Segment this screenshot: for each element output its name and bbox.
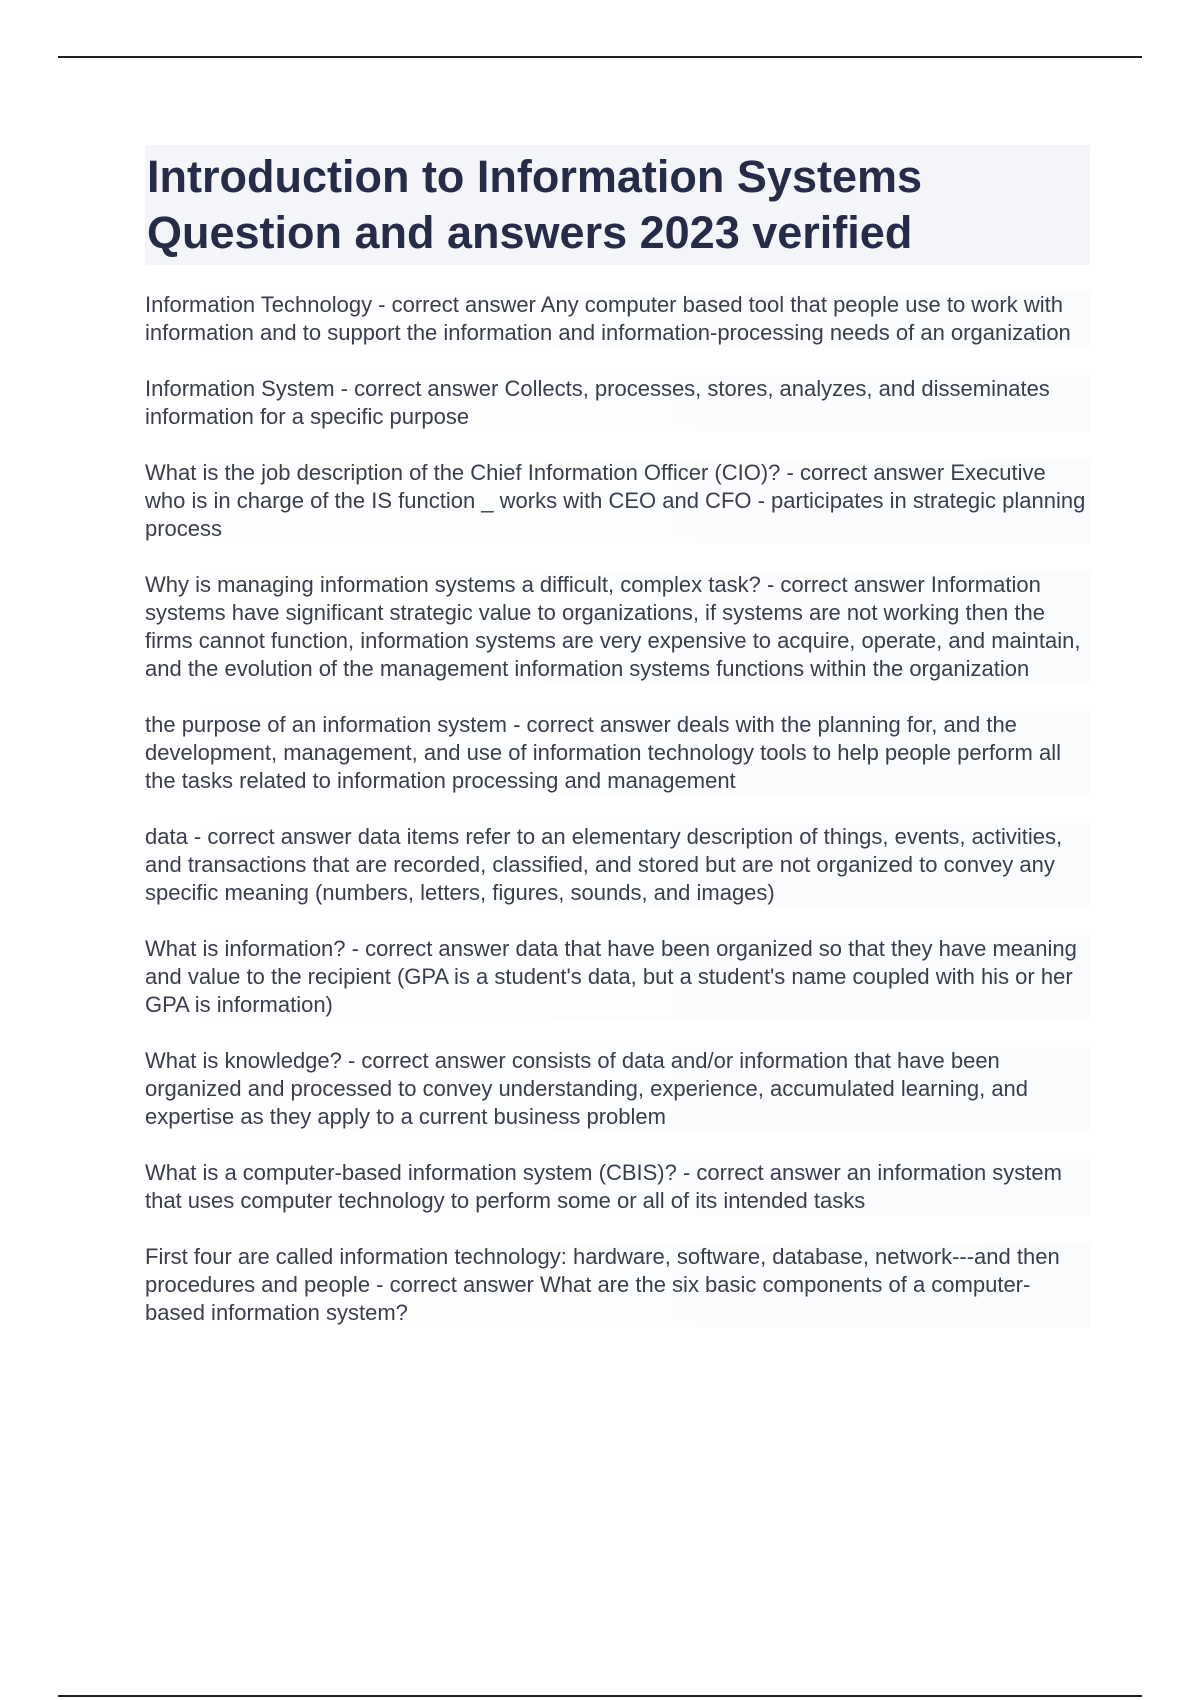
bottom-rule bbox=[58, 1695, 1142, 1697]
qa-item: Why is managing information systems a difficult, complex task? - correct answer Information systems have significant strategic value to organizations, if systems are not working then the firms cannot function, information systems are very expensive to acquire, operate, and maintain, and the evolution of the management information systems functions within the organization bbox=[145, 571, 1090, 683]
qa-list bbox=[145, 291, 1090, 1327]
qa-item: the purpose of an information system - correct answer deals with the planning for, and the development, management, and use of information technology tools to help people perform all the tasks related to information processing and management bbox=[145, 711, 1090, 795]
document-title bbox=[145, 145, 1090, 265]
title-line-1: Introduction to Information Systems bbox=[147, 151, 923, 202]
qa-item: What is a computer-based information system (CBIS)? - correct answer an information system that uses computer technology to perform some or all of its intended tasks bbox=[145, 1159, 1090, 1215]
document-body bbox=[145, 145, 1090, 1355]
qa-item: Information System - correct answer Collects, processes, stores, analyzes, and disseminates information for a specific purpose bbox=[145, 375, 1090, 431]
qa-item: data - correct answer data items refer to an elementary description of things, events, activities, and transactions that are recorded, classified, and stored but are not organized to convey any specific meaning (numbers, letters, figures, sounds, and images) bbox=[145, 823, 1090, 907]
title-line-2: Question and answers 2023 verified bbox=[147, 207, 913, 258]
top-rule bbox=[58, 56, 1142, 58]
qa-item: Information Technology - correct answer Any computer based tool that people use to work with information and to support the information and information-processing needs of an organization bbox=[145, 291, 1090, 347]
qa-item: First four are called information technology: hardware, software, database, network---and then procedures and people - correct answer What are the six basic components of a computer-based information system? bbox=[145, 1243, 1090, 1327]
qa-item: What is the job description of the Chief Information Officer (CIO)? - correct answer Executive who is in charge of the IS function _ works with CEO and CFO - participates in strategic planning process bbox=[145, 459, 1090, 543]
qa-item: What is knowledge? - correct answer consists of data and/or information that have been organized and processed to convey understanding, experience, accumulated learning, and expertise as they apply to a current business problem bbox=[145, 1047, 1090, 1131]
qa-item: What is information? - correct answer data that have been organized so that they have meaning and value to the recipient (GPA is a student's data, but a student's name coupled with his or her GPA is information) bbox=[145, 935, 1090, 1019]
